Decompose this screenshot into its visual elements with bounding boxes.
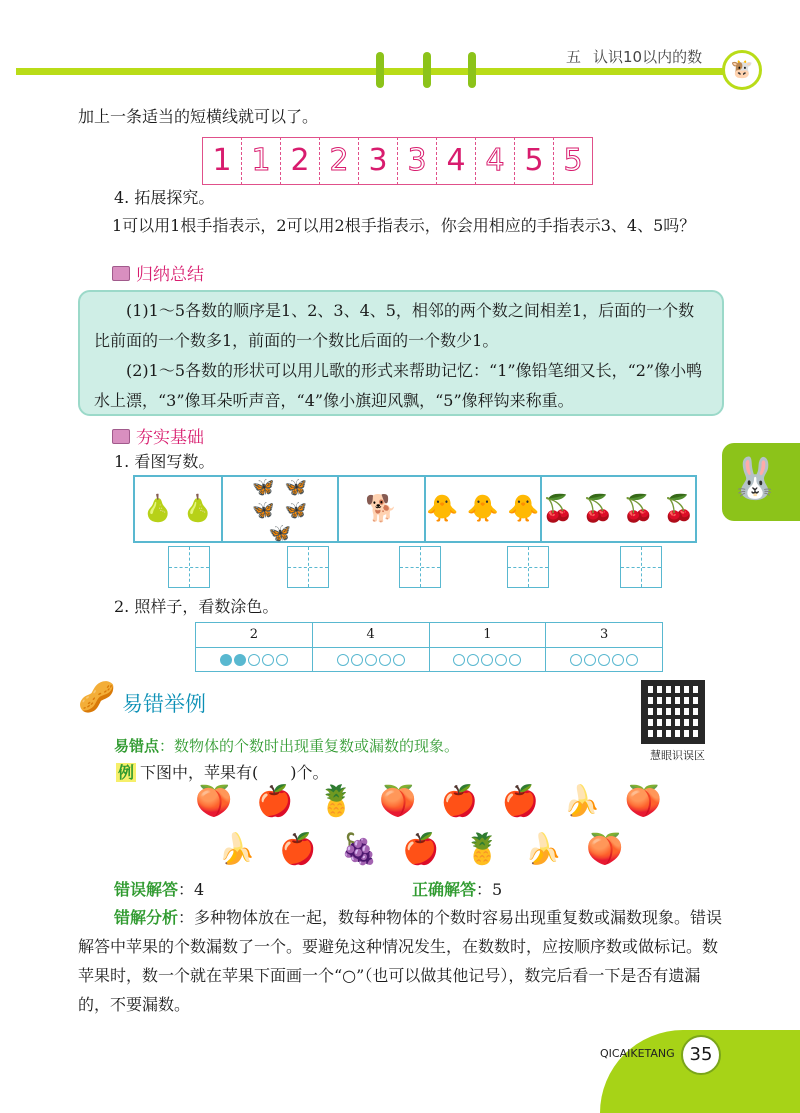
fruit-icon: 🍌	[218, 832, 256, 867]
writing-cell	[436, 137, 475, 185]
explore-title: 4. 拓展探究。	[114, 188, 215, 207]
picture-item-icon: 🦋	[284, 500, 308, 521]
picture-item-icon: 🦋	[252, 477, 275, 498]
fruit-row	[195, 784, 662, 819]
picture-cell	[540, 477, 696, 541]
fruit-icon: 🍎	[440, 784, 478, 819]
picture-item-icon: 🐕	[365, 494, 398, 524]
qr-label: 慧眼识误区	[650, 749, 705, 762]
picture-item-icon: 🍐	[141, 494, 174, 524]
color-circle[interactable]	[453, 654, 465, 666]
chapter-number: 五	[566, 48, 582, 66]
circle-group	[196, 648, 312, 672]
fruit-row	[218, 832, 624, 867]
binder-peg	[468, 52, 476, 88]
writing-cell	[553, 137, 593, 185]
side-tab	[722, 443, 800, 521]
color-circle[interactable]	[509, 654, 521, 666]
color-circle[interactable]	[351, 654, 363, 666]
picture-item-icon: 🦋	[268, 523, 291, 544]
color-circle[interactable]	[495, 654, 507, 666]
fruit-icon: 🍑	[195, 784, 233, 819]
writing-digit: 5	[563, 143, 583, 178]
writing-digit: 1	[251, 143, 271, 178]
fruit-icon: 🍑	[586, 832, 624, 867]
briefcase-icon	[112, 429, 130, 444]
color-circle[interactable]	[467, 654, 479, 666]
error-point: 易错点：数物体的个数时出现重复数或漏数的现象。	[114, 737, 460, 755]
series-name: QICAIKETANG	[600, 1047, 675, 1060]
writing-cell	[475, 137, 514, 185]
writing-digit: 4	[485, 143, 505, 178]
writing-cell	[358, 137, 397, 185]
color-number: 1	[429, 623, 546, 647]
basics-heading: 夯实基础	[112, 423, 204, 448]
color-circle[interactable]	[234, 654, 246, 666]
color-circle[interactable]	[379, 654, 391, 666]
picture-item-icon: 🍒	[622, 494, 655, 524]
writing-digit: 3	[407, 143, 427, 178]
cartoon-face-icon: 🐮	[722, 50, 762, 90]
picture-cell	[221, 477, 337, 544]
writing-cell	[280, 137, 319, 185]
fruit-icon: 🍎	[279, 832, 317, 867]
color-number: 3	[545, 623, 662, 647]
digit-writing-grid	[202, 137, 598, 185]
fruit-icon: 🍍	[317, 784, 356, 819]
color-circle[interactable]	[337, 654, 349, 666]
picture-item-icon: 🍐	[181, 494, 215, 524]
qr-code-icon[interactable]	[641, 680, 705, 744]
writing-cell	[241, 137, 280, 185]
color-circle[interactable]	[584, 654, 596, 666]
writing-digit: 2	[290, 143, 310, 178]
circle-group	[312, 648, 429, 672]
fruit-icon: 🍑	[624, 784, 662, 819]
color-circle[interactable]	[365, 654, 377, 666]
circle-group	[545, 648, 662, 672]
peanut-mascot-icon: 🥜	[78, 680, 116, 715]
number-row	[196, 623, 662, 647]
color-circle[interactable]	[570, 654, 582, 666]
circle-row	[196, 647, 662, 672]
picture-cell	[337, 477, 425, 541]
fruit-icon: 🍇	[340, 832, 379, 867]
writing-cell	[319, 137, 358, 185]
color-circle[interactable]	[276, 654, 288, 666]
example-line: 例 下图中，苹果有( )个。	[118, 763, 329, 782]
chapter-name: 认识10以内的数	[593, 48, 703, 66]
color-circle[interactable]	[248, 654, 260, 666]
picture-item-icon: 🐥	[507, 494, 540, 524]
fruit-icon: 🍌	[563, 784, 601, 819]
answer-box[interactable]	[507, 546, 549, 588]
color-circle[interactable]	[393, 654, 405, 666]
answer-box[interactable]	[168, 546, 210, 588]
answer-box[interactable]	[287, 546, 329, 588]
color-circle[interactable]	[626, 654, 638, 666]
picture-item-icon: 🐥	[466, 494, 500, 524]
color-circle[interactable]	[481, 654, 493, 666]
picture-table	[133, 475, 697, 543]
question-2: 2. 照样子，看数涂色。	[114, 597, 279, 616]
writing-cell	[202, 137, 241, 185]
color-number: 2	[249, 627, 259, 642]
binder-peg	[376, 52, 384, 88]
picture-item-icon: 🦋	[284, 477, 308, 498]
picture-item-icon: 🦋	[252, 500, 275, 521]
picture-item-icon: 🍒	[662, 494, 696, 524]
page-number: 35	[681, 1035, 721, 1075]
explore-text: 1可以用1根手指表示，2可以用2根手指表示，你会用相应的手指表示3、4、5吗？	[112, 216, 696, 235]
fruit-icon: 🍎	[402, 832, 440, 867]
picture-item-icon: 🍒	[581, 494, 615, 524]
writing-cell	[397, 137, 436, 185]
color-number: 4	[312, 623, 429, 647]
summary-box	[78, 290, 724, 416]
errors-heading: 易错举例	[122, 692, 206, 716]
rabbit-icon: 🐰	[730, 456, 780, 502]
error-analysis: 错解分析：多种物体放在一起，数每种物体的个数时容易出现重复数或漏数现象。错误解答中苹果的个数漏数了一个。要避免这种情况发生，在数数时，应按顺序数或做标记。数苹果时，数一个就在苹果下面画一个“○”（也可以做其他记号），数完后看一下是否有遗漏的，不要漏数。	[78, 908, 723, 1014]
writing-digit: 3	[368, 143, 388, 178]
color-circle[interactable]	[262, 654, 274, 666]
summary-item-2: (2)1～5各数的形状可以用儿歌的形式来帮助记忆：“1”像铅笔细又长，“2”像小鸭水上漂，“3”像耳朵听声音，“4”像小旗迎风飘，“5”像秤钩来称重。	[94, 361, 703, 410]
color-circle[interactable]	[220, 654, 232, 666]
example-tag: 例	[118, 763, 135, 782]
intro-line: 加上一条适当的短横线就可以了。	[78, 107, 319, 126]
binder-peg	[423, 52, 431, 88]
writing-digit: 4	[446, 143, 466, 178]
picture-item-icon: 🍒	[541, 494, 574, 524]
summary-heading: 归纳总结	[112, 260, 204, 285]
fruit-icon: 🍎	[256, 784, 294, 819]
fruit-icon: 🍍	[463, 832, 501, 867]
wrong-answer: 错误解答：4	[114, 880, 205, 899]
color-circle[interactable]	[598, 654, 610, 666]
right-answer: 正确解答：5	[412, 880, 503, 899]
summary-item-1: (1)1～5各数的顺序是1、2、3、4、5，相邻的两个数之间相差1，后面的一个数比前面的一个数多1，前面的一个数比后面的一个数少1。	[94, 301, 695, 350]
answer-box[interactable]	[620, 546, 662, 588]
picture-cell	[135, 477, 221, 541]
writing-cell	[514, 137, 553, 185]
color-circle[interactable]	[612, 654, 624, 666]
picture-item-icon: 🐥	[426, 494, 459, 524]
coloring-table	[195, 622, 663, 672]
chapter-title	[566, 46, 702, 67]
picture-cell	[424, 477, 539, 541]
writing-digit: 2	[329, 143, 349, 178]
fruit-icon: 🍌	[524, 832, 563, 867]
fruit-icon: 🍎	[501, 784, 540, 819]
fruit-icon: 🍑	[379, 784, 417, 819]
briefcase-icon	[112, 266, 130, 281]
question-1: 1. 看图写数。	[114, 452, 215, 471]
writing-digit: 5	[524, 143, 544, 178]
writing-digit: 1	[212, 143, 232, 178]
circle-group	[429, 648, 546, 672]
answer-box[interactable]	[399, 546, 441, 588]
